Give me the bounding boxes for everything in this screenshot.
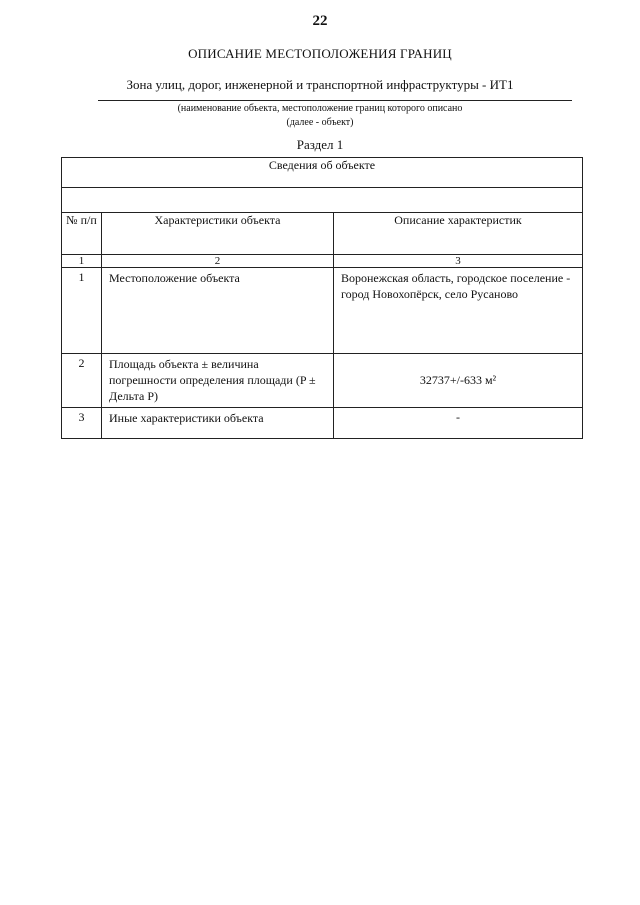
row-description: 32737+/-633 м² [334,354,583,408]
table-row [62,354,583,408]
table-header-row [62,213,583,255]
title-underline [98,100,572,101]
table-row [62,408,583,439]
empty-cell [62,188,583,213]
caption-line-1: (наименование объекта, местоположение границ которого описано [177,103,463,114]
index-cell: 3 [334,255,583,268]
document-title: ОПИСАНИЕ МЕСТОПОЛОЖЕНИЯ ГРАНИЦ [188,46,452,61]
object-name: Зона улиц, дорог, инженерной и транспортной инфраструктуры - ИТ1 [126,77,514,92]
table-title: Сведения об объекте [62,158,583,188]
row-description: Воронежская область, городское поселение - город Новохопёрск, село Русаново [334,268,583,354]
index-cell: 2 [102,255,334,268]
caption-line-2: (далее - объект) [286,117,354,128]
table-index-row [62,255,583,268]
row-num: 3 [62,408,102,439]
section-label: Раздел 1 [296,137,344,152]
header-characteristic: Характеристики объекта [102,213,334,255]
row-characteristic: Иные характеристики объекта [102,408,334,439]
object-info-table [61,157,583,439]
row-num: 2 [62,354,102,408]
table-row [62,268,583,354]
row-description: - [334,408,583,439]
row-characteristic: Площадь объекта ± величина погрешности определения площади (P ± Дельта P) [102,354,334,408]
header-description: Описание характеристик [334,213,583,255]
index-cell: 1 [62,255,102,268]
page-number: 22 [312,13,328,29]
header-num: № п/п [62,213,102,255]
row-characteristic: Местоположение объекта [102,268,334,354]
table-empty-row [62,188,583,213]
table-title-row [62,158,583,188]
row-num: 1 [62,268,102,354]
